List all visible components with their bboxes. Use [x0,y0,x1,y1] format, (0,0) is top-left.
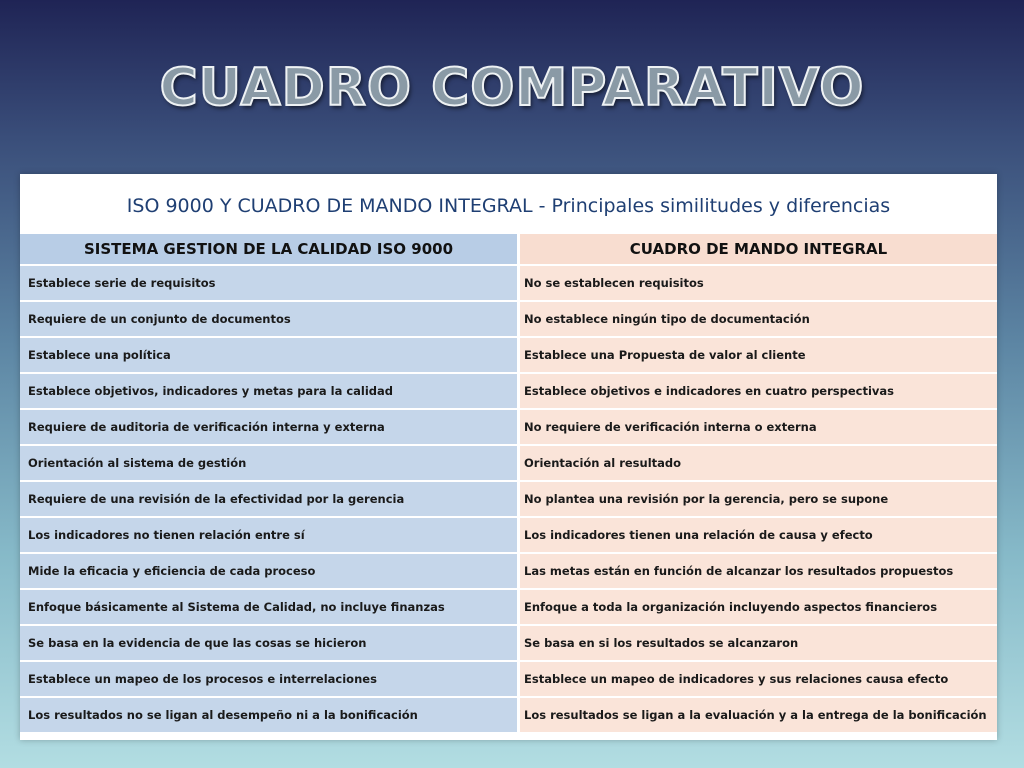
table-row [20,590,997,624]
iso-cell: Enfoque básicamente al Sistema de Calidad, no incluye finanzas [20,590,520,624]
table-row [20,626,997,660]
cmi-cell: Establece un mapeo de indicadores y sus relaciones causa efecto [520,662,997,696]
cmi-cell: No requiere de verificación interna o externa [520,410,997,444]
cmi-cell: Los resultados se ligan a la evaluación y a la entrega de la bonificación [520,698,997,732]
cmi-cell: No establece ningún tipo de documentación [520,302,997,336]
iso-cell: Mide la eficacia y eficiencia de cada proceso [20,554,520,588]
table-row [20,338,997,372]
table-row [20,698,997,732]
table-header-row [20,234,997,264]
cmi-cell: Enfoque a toda la organización incluyendo aspectos financieros [520,590,997,624]
slide-title: CUADRO COMPARATIVO [159,58,865,118]
cmi-cell: Establece una Propuesta de valor al cliente [520,338,997,372]
iso-cell: Establece un mapeo de los procesos e interrelaciones [20,662,520,696]
table-row [20,446,997,480]
cmi-cell: Las metas están en función de alcanzar los resultados propuestos [520,554,997,588]
table-row [20,302,997,336]
iso-cell: Establece objetivos, indicadores y metas para la calidad [20,374,520,408]
iso-cell: Requiere de una revisión de la efectividad por la gerencia [20,482,520,516]
iso-cell: Requiere de un conjunto de documentos [20,302,520,336]
iso-cell: Los indicadores no tienen relación entre sí [20,518,520,552]
comparison-table [20,232,997,734]
table-caption: ISO 9000 Y CUADRO DE MANDO INTEGRAL - Principales similitudes y diferencias [126,195,891,217]
header-iso-9000: SISTEMA GESTION DE LA CALIDAD ISO 9000 [20,234,520,264]
cmi-cell: No plantea una revisión por la gerencia, pero se supone [520,482,997,516]
table-row [20,374,997,408]
iso-cell: Establece serie de requisitos [20,266,520,300]
comparison-table-panel [20,174,997,740]
iso-cell: Establece una política [20,338,520,372]
cmi-cell: Orientación al resultado [520,446,997,480]
table-row [20,554,997,588]
iso-cell: Se basa en la evidencia de que las cosas se hicieron [20,626,520,660]
table-row [20,662,997,696]
header-cuadro-mando-integral: CUADRO DE MANDO INTEGRAL [520,234,997,264]
cmi-cell: Establece objetivos e indicadores en cuatro perspectivas [520,374,997,408]
table-row [20,266,997,300]
iso-cell: Los resultados no se ligan al desempeño ni a la bonificación [20,698,520,732]
iso-cell: Orientación al sistema de gestión [20,446,520,480]
table-row [20,518,997,552]
cmi-cell: Los indicadores tienen una relación de causa y efecto [520,518,997,552]
iso-cell: Requiere de auditoria de verificación interna y externa [20,410,520,444]
table-row [20,410,997,444]
cmi-cell: Se basa en si los resultados se alcanzaron [520,626,997,660]
table-row [20,482,997,516]
cmi-cell: No se establecen requisitos [520,266,997,300]
